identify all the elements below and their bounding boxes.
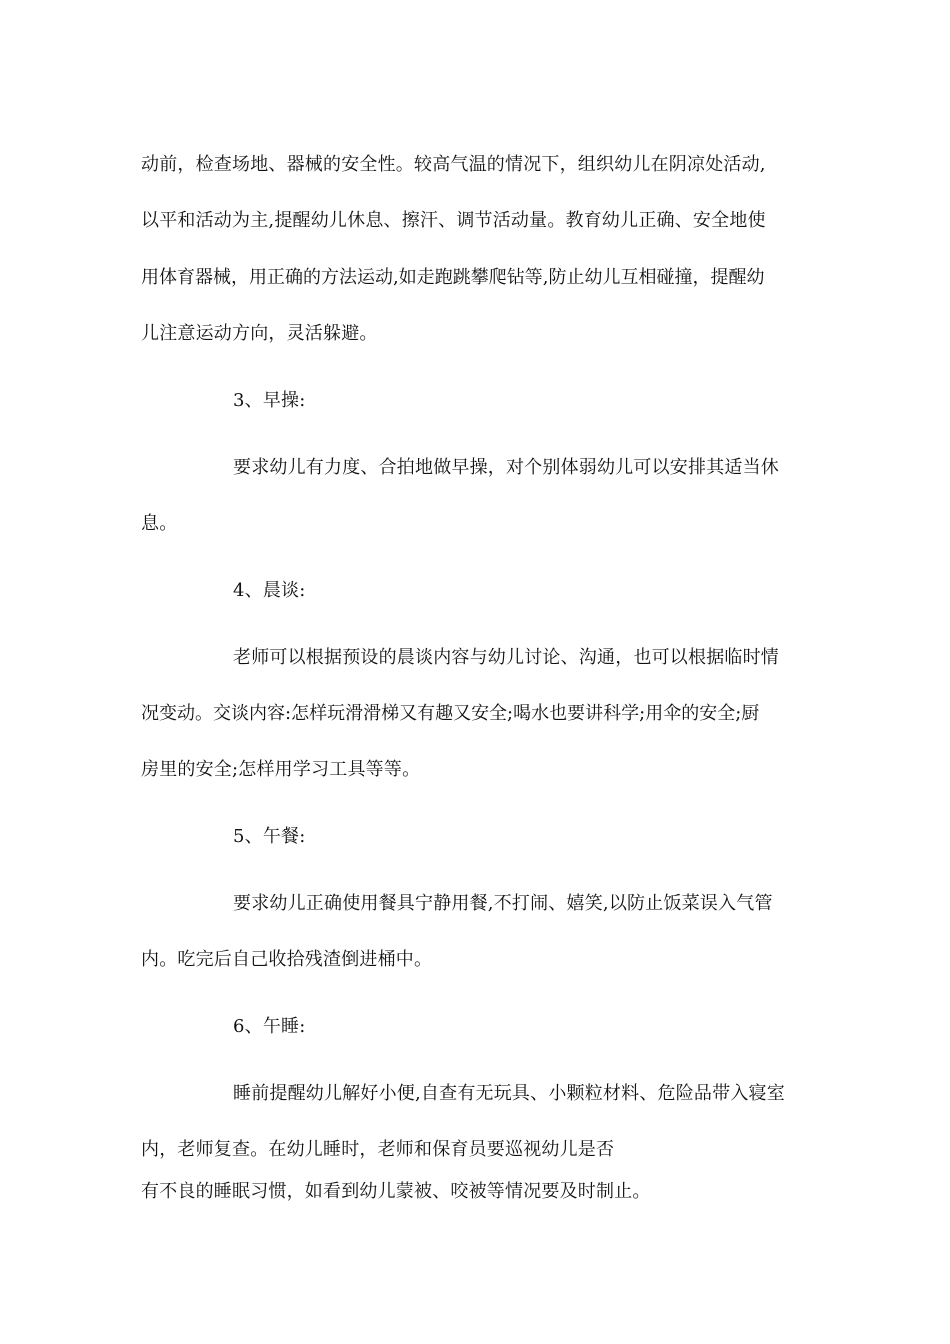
body-text-line: 内。吃完后自己收拾残渣倒进桶中。 [141,949,433,970]
section-heading-lunch: 5、午餐: [233,826,306,847]
body-text-line: 儿注意运动方向，灵活躲避。 [141,323,378,344]
section-heading-nap: 6、午睡: [233,1016,306,1037]
body-text-line: 内，老师复查。在幼儿睡时，老师和保育员要巡视幼儿是否 [141,1139,615,1160]
body-text-line: 老师可以根据预设的晨谈内容与幼儿讨论、沟通，也可以根据临时情 [233,647,779,668]
body-text-line: 要求幼儿正确使用餐具宁静用餐,不打闹、嬉笑,以防止饭菜误入气管 [233,893,773,914]
body-text-line: 睡前提醒幼儿解好小便,自查有无玩具、小颗粒材料、危险品带入寝室 [233,1083,785,1104]
body-text-line: 要求幼儿有力度、合拍地做早操，对个别体弱幼儿可以安排其适当休 [233,457,779,478]
body-text-line: 况变动。交谈内容:怎样玩滑滑梯又有趣又安全;喝水也要讲科学;用伞的安全;厨 [141,703,760,724]
body-text-line: 动前，检查场地、器械的安全性。较高气温的情况下，组织幼儿在阴凉处活动, [141,154,766,175]
body-text-line: 息。 [141,513,178,534]
body-text-line: 用体育器械，用正确的方法运动,如走跑跳攀爬钻等,防止幼儿互相碰撞，提醒幼 [141,267,765,288]
body-text-line: 有不良的睡眠习惯，如看到幼儿蒙被、咬被等情况要及时制止。 [141,1181,651,1202]
section-heading-morning-talk: 4、晨谈: [233,580,306,601]
body-text-line: 以平和活动为主,提醒幼儿休息、擦汗、调节活动量。教育幼儿正确、安全地使 [141,210,766,231]
body-text-line: 房里的安全;怎样用学习工具等等。 [141,759,421,780]
section-heading-morning-exercise: 3、早操: [233,390,306,411]
